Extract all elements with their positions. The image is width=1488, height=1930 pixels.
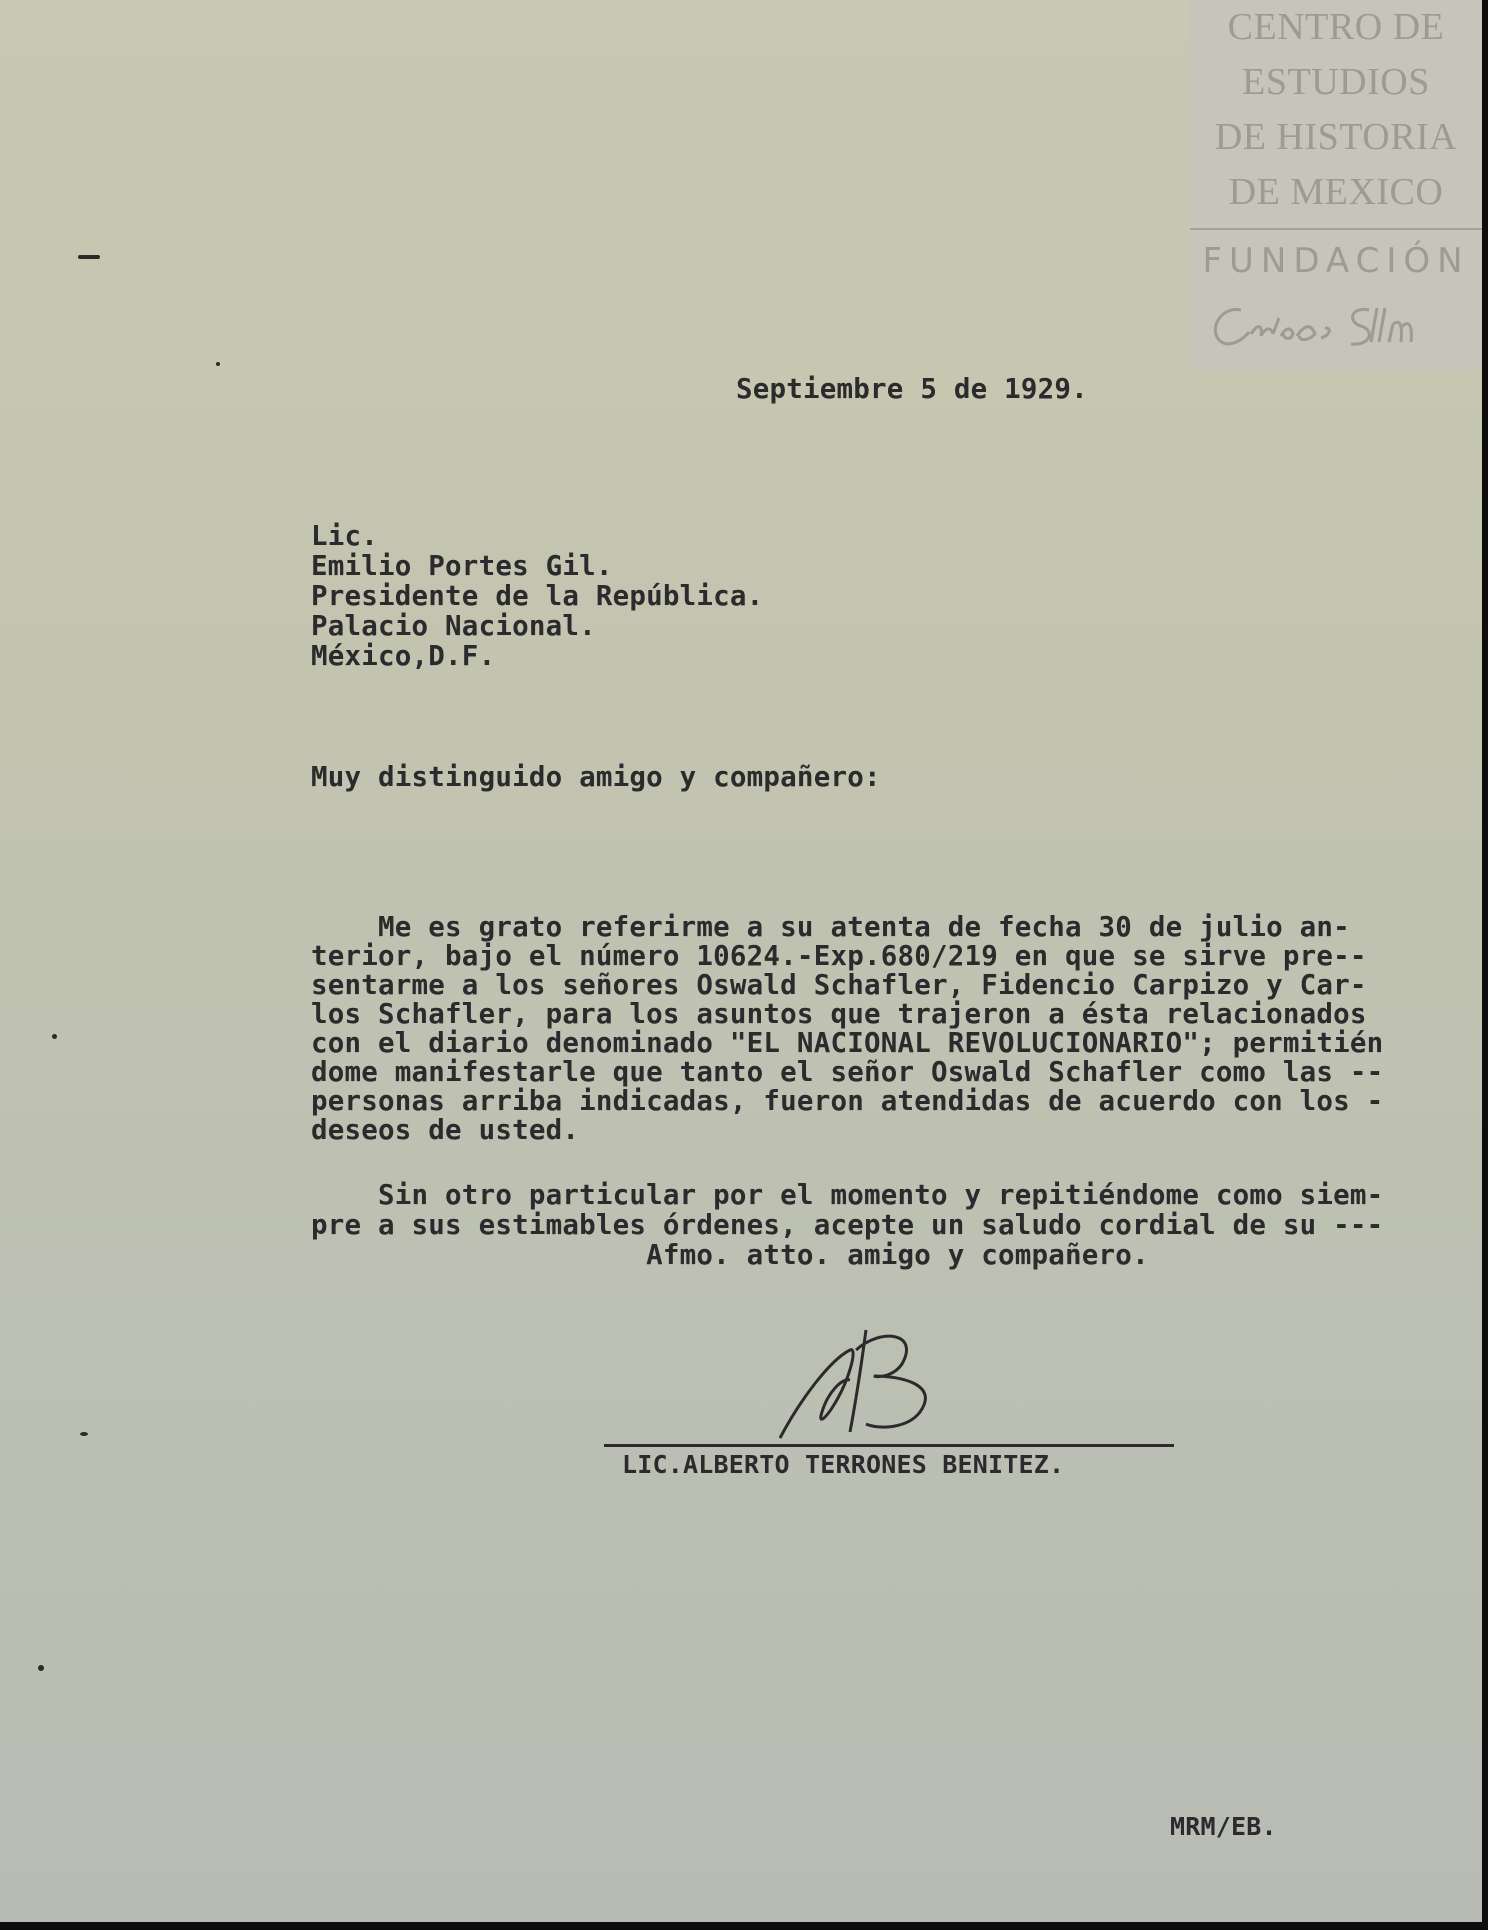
- reference-initials: MRM/EB.: [1170, 1812, 1277, 1841]
- paper-speck: [38, 1665, 44, 1671]
- signature-line: [604, 1444, 1174, 1447]
- paper-speck: [216, 362, 220, 366]
- recipient-city: México,D.F.: [311, 640, 496, 672]
- recipient-title: Lic.: [311, 520, 379, 552]
- body-line: terior, bajo el número 10624.-Exp.680/219 en que se sirve pre--: [311, 940, 1367, 972]
- body-line: sentarme a los señores Oswald Schafler, Fidencio Carpizo y Car-: [311, 969, 1367, 1001]
- stamp-line: ESTUDIOS: [1242, 61, 1430, 103]
- salutation: Muy distinguido amigo y compañero:: [311, 761, 881, 793]
- stamp-foundation: FUNDACIÓN: [1202, 241, 1470, 281]
- recipient-building: Palacio Nacional.: [311, 610, 596, 642]
- stamp-line: DE HISTORIA: [1214, 116, 1458, 158]
- closing-line: Afmo. atto. amigo y compañero.: [311, 1239, 1149, 1271]
- body-line: los Schafler, para los asuntos que trajeron a ésta relacionados: [311, 998, 1367, 1030]
- paper-speck: [52, 1034, 57, 1039]
- carlos-slim-signature-logo: [1201, 288, 1471, 358]
- body-line: pre a sus estimables órdenes, acepte un saludo cordial de su ---: [311, 1209, 1384, 1241]
- stamp-divider: [1190, 228, 1482, 230]
- letter-date: Septiembre 5 de 1929.: [736, 373, 1088, 405]
- body-line: dome manifestarle que tanto el señor Oswald Schafler como las --: [311, 1056, 1384, 1088]
- archive-stamp: [1190, 0, 1482, 370]
- recipient-position: Presidente de la República.: [311, 580, 764, 612]
- recipient-name: Emilio Portes Gil.: [311, 550, 613, 582]
- handwritten-signature: [770, 1320, 970, 1450]
- paper-speck: [78, 255, 100, 259]
- signer-name: LIC.ALBERTO TERRONES BENITEZ.: [622, 1450, 1065, 1479]
- stamp-line: CENTRO DE: [1227, 6, 1445, 48]
- paper-speck: [80, 1432, 88, 1436]
- body-line: personas arriba indicadas, fueron atendidas de acuerdo con los -: [311, 1085, 1384, 1117]
- body-line: con el diario denominado "EL NACIONAL REVOLUCIONARIO"; permitién: [311, 1027, 1384, 1059]
- body-line: Me es grato referirme a su atenta de fecha 30 de julio an-: [311, 911, 1350, 943]
- body-line: deseos de usted.: [311, 1114, 580, 1146]
- stamp-line: DE MEXICO: [1228, 171, 1444, 213]
- body-line: Sin otro particular por el momento y repitiéndome como siem-: [311, 1179, 1384, 1211]
